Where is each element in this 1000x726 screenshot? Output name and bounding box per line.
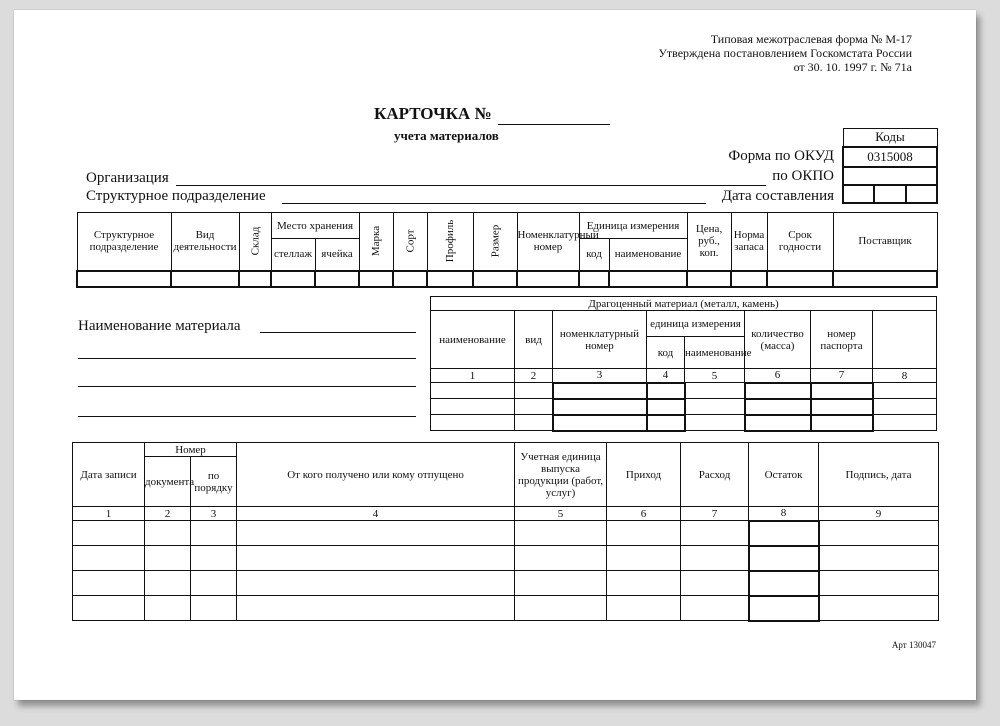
log-num: 9 (819, 507, 939, 521)
pm-col-passport: номер паспорта (811, 311, 873, 369)
pm-cell[interactable] (431, 399, 515, 415)
col-supplier: Поставщик (833, 213, 937, 271)
log-num: 3 (191, 507, 237, 521)
table1-input-cell[interactable] (517, 271, 579, 287)
pm-num: 3 (553, 369, 647, 383)
table1-input-cell[interactable] (77, 271, 171, 287)
log-cell[interactable] (73, 546, 145, 571)
log-cell[interactable] (819, 546, 939, 571)
log-col-balance: Остаток (749, 443, 819, 507)
pm-cell[interactable] (745, 383, 811, 399)
table1-input-cell[interactable] (271, 271, 315, 287)
okud-value[interactable]: 0315008 (843, 147, 937, 167)
form-sheet (14, 10, 976, 700)
log-col-date: Дата записи (73, 443, 145, 507)
pm-col-item-no: номенклатурный номер (553, 311, 647, 369)
col-cell: ячейка (315, 239, 359, 271)
table1-input-cell[interactable] (239, 271, 271, 287)
log-cell[interactable] (749, 596, 819, 621)
table-row (73, 546, 939, 571)
log-cell[interactable] (749, 546, 819, 571)
organization-field[interactable] (176, 185, 766, 186)
pm-cell[interactable] (553, 415, 647, 431)
pm-num: 2 (515, 369, 553, 383)
log-cell[interactable] (515, 571, 607, 596)
pm-cell[interactable] (431, 415, 515, 431)
log-cell[interactable] (681, 571, 749, 596)
pm-cell[interactable] (811, 415, 873, 431)
log-cell[interactable] (681, 546, 749, 571)
log-col-number: Номер (145, 443, 237, 457)
okpo-label: по ОКПО (772, 168, 834, 184)
material-name-line-3[interactable] (78, 386, 416, 387)
material-name-field[interactable] (260, 332, 416, 333)
header-line-1: Типовая межотраслевая форма № М-17 (710, 32, 912, 46)
log-cell[interactable] (191, 546, 237, 571)
pm-cell[interactable] (647, 415, 685, 431)
pm-num: 4 (647, 369, 685, 383)
log-cell[interactable] (819, 521, 939, 546)
precious-title: Драгоценный материал (металл, камень) (431, 297, 937, 311)
log-cell[interactable] (145, 596, 191, 621)
log-cell[interactable] (515, 521, 607, 546)
pm-num: 6 (745, 369, 811, 383)
log-cell[interactable] (515, 596, 607, 621)
pm-cell[interactable] (647, 399, 685, 415)
header-line-3: от 30. 10. 1997 г. № 71а (793, 60, 912, 74)
log-cell[interactable] (515, 546, 607, 571)
table1-input-cell[interactable] (315, 271, 359, 287)
log-cell[interactable] (237, 596, 515, 621)
col-price: Цена, руб., коп. (687, 213, 731, 271)
pm-cell[interactable] (745, 399, 811, 415)
log-cell[interactable] (237, 571, 515, 596)
movement-log-table (72, 442, 939, 622)
pm-col-kind: вид (515, 311, 553, 369)
card-subtitle: учета материалов (394, 128, 499, 143)
log-cell[interactable] (191, 596, 237, 621)
table-row (431, 399, 937, 415)
pm-num: 8 (873, 369, 937, 383)
table1-input-cell[interactable] (579, 271, 609, 287)
pm-cell[interactable] (515, 399, 553, 415)
log-col-unit: Учетная единица выпуска продукции (работ, услуг) (515, 443, 607, 507)
pm-cell[interactable] (431, 383, 515, 399)
table1-input-cell[interactable] (687, 271, 731, 287)
log-col-expense: Расход (681, 443, 749, 507)
log-cell[interactable] (819, 596, 939, 621)
col-warehouse: Склад (239, 213, 271, 271)
pm-cell[interactable] (515, 415, 553, 431)
okpo-value[interactable] (843, 167, 937, 185)
pm-cell[interactable] (685, 399, 745, 415)
log-cell[interactable] (237, 521, 515, 546)
log-cell[interactable] (145, 521, 191, 546)
col-unit: Единица измерения (579, 213, 687, 239)
table1-input-cell[interactable] (359, 271, 393, 287)
table1-input-cell[interactable] (767, 271, 833, 287)
log-cell[interactable] (607, 521, 681, 546)
log-cell[interactable] (145, 546, 191, 571)
log-cell[interactable] (237, 546, 515, 571)
card-number-field[interactable] (498, 124, 610, 125)
log-cell[interactable] (73, 571, 145, 596)
table-row (431, 383, 937, 399)
log-num: 1 (73, 507, 145, 521)
log-num: 6 (607, 507, 681, 521)
col-struct-dept: Структурное подразделение (77, 213, 171, 271)
pm-num: 7 (811, 369, 873, 383)
card-title: КАРТОЧКА № (374, 104, 492, 123)
log-num: 2 (145, 507, 191, 521)
pm-cell[interactable] (811, 399, 873, 415)
form-header (658, 32, 912, 74)
log-col-sign: Подпись, дата (819, 443, 939, 507)
pm-cell[interactable] (553, 383, 647, 399)
material-name-label: Наименование материала (78, 318, 241, 334)
log-col-income: Приход (607, 443, 681, 507)
col-unit-name: наименование (609, 239, 687, 271)
table1-input-cell[interactable] (609, 271, 687, 287)
precious-material-table (430, 296, 937, 432)
pm-col-qty: количество (масса) (745, 311, 811, 369)
log-cell[interactable] (73, 521, 145, 546)
department-field[interactable] (282, 203, 706, 204)
table-row (73, 571, 939, 596)
log-cell[interactable] (607, 571, 681, 596)
material-name-line-4[interactable] (78, 416, 416, 417)
pm-cell[interactable] (553, 399, 647, 415)
table-row (73, 596, 939, 621)
log-num: 4 (237, 507, 515, 521)
table1-input-cell[interactable] (731, 271, 767, 287)
pm-cell[interactable] (873, 415, 937, 431)
codes-table (842, 128, 938, 204)
date-cell-year[interactable] (906, 185, 937, 203)
log-num: 7 (681, 507, 749, 521)
log-cell[interactable] (607, 546, 681, 571)
col-rack: стеллаж (271, 239, 315, 271)
date-cell-day[interactable] (843, 185, 874, 203)
pm-col-extra (873, 311, 937, 369)
pm-cell[interactable] (873, 399, 937, 415)
log-cell[interactable] (749, 521, 819, 546)
table1-input-cell[interactable] (427, 271, 473, 287)
log-cell[interactable] (191, 571, 237, 596)
pm-cell[interactable] (515, 383, 553, 399)
organization-label: Организация (86, 170, 169, 186)
pm-cell[interactable] (745, 415, 811, 431)
log-cell[interactable] (191, 521, 237, 546)
table1-input-cell[interactable] (473, 271, 517, 287)
pm-col-unit-name: наименование (685, 337, 745, 369)
pm-cell[interactable] (647, 383, 685, 399)
log-num: 8 (749, 507, 819, 521)
col-brand: Марка (359, 213, 393, 271)
log-col-order: по порядку (191, 457, 237, 507)
pm-col-unit-code: код (647, 337, 685, 369)
log-cell[interactable] (681, 521, 749, 546)
col-shelf-life: Срок годности (767, 213, 833, 271)
table-row (431, 415, 937, 431)
table-row (73, 521, 939, 546)
pm-cell[interactable] (873, 383, 937, 399)
log-col-doc: документа (145, 457, 191, 507)
okud-label: Форма по ОКУД (728, 148, 834, 164)
col-unit-code: код (579, 239, 609, 271)
log-num: 5 (515, 507, 607, 521)
date-label: Дата составления (721, 188, 834, 204)
date-cell-month[interactable] (874, 185, 905, 203)
col-activity: Вид деятельности (171, 213, 239, 271)
table1-input-cell[interactable] (393, 271, 427, 287)
log-cell[interactable] (73, 596, 145, 621)
log-col-from-to: От кого получено или кому отпущено (237, 443, 515, 507)
col-storage-place: Место хранения (271, 213, 359, 239)
article-number: Арт 130047 (891, 640, 936, 650)
log-cell[interactable] (749, 571, 819, 596)
material-attributes-table (76, 212, 938, 288)
codes-header: Коды (843, 129, 937, 147)
material-name-line-2[interactable] (78, 358, 416, 359)
department-label: Структурное подразделение (86, 188, 266, 204)
table1-input-cell[interactable] (171, 271, 239, 287)
col-size: Размер (473, 213, 517, 271)
pm-cell[interactable] (685, 383, 745, 399)
log-cell[interactable] (819, 571, 939, 596)
col-norm: Норма запаса (731, 213, 767, 271)
log-cell[interactable] (145, 571, 191, 596)
pm-col-name: наименование (431, 311, 515, 369)
log-cell[interactable] (607, 596, 681, 621)
log-cell[interactable] (681, 596, 749, 621)
pm-num: 5 (685, 369, 745, 383)
pm-num: 1 (431, 369, 515, 383)
col-item-no: Номенклатурный номер (517, 213, 579, 271)
pm-cell[interactable] (811, 383, 873, 399)
table1-input-cell[interactable] (833, 271, 937, 287)
header-line-2: Утверждена постановлением Госкомстата России (658, 46, 912, 60)
col-grade: Сорт (393, 213, 427, 271)
pm-col-unit: единица измерения (647, 311, 745, 337)
col-profile: Профиль (427, 213, 473, 271)
pm-cell[interactable] (685, 415, 745, 431)
